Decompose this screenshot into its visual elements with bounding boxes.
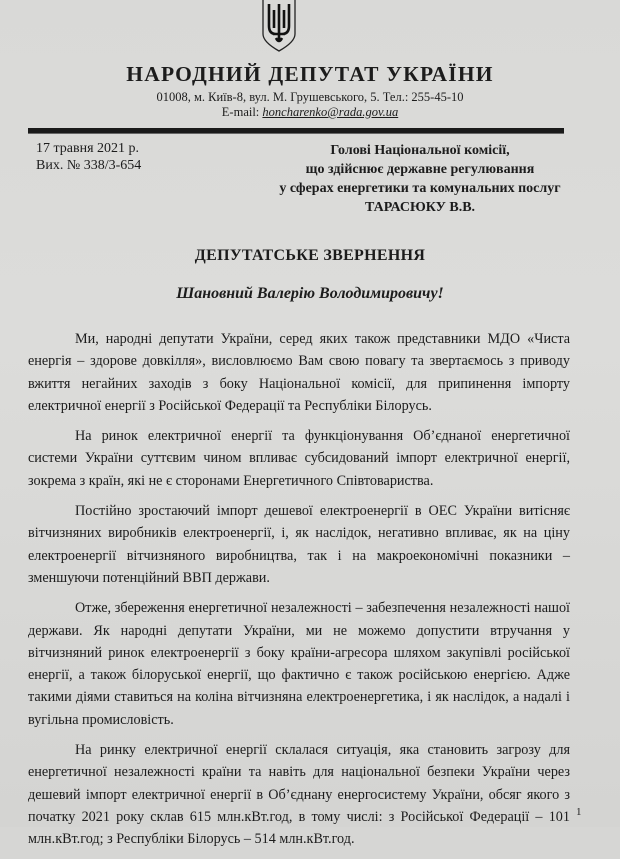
addressee-name: ТАРАСЮКУ В.В. <box>364 200 476 215</box>
addressee-line: що здійснює державне регулювання <box>305 162 535 177</box>
email-label: E-mail: <box>221 105 260 119</box>
trident-icon <box>261 0 297 52</box>
outgoing-number: Вих. № 338/3-654 <box>36 158 142 173</box>
salutation: Шановний Валерію Володимировичу! <box>176 285 444 302</box>
header-divider <box>28 128 564 134</box>
page-number: 1 <box>576 806 582 818</box>
paragraph: Постійно зростаючий імпорт дешевої електроенергії в ОЕС України витісняє вітчизняних виробників електроенергії, і, як наслідок, негативно впливає, як на ціну електроенергії вітчизняного виробництва, так і на макроекономічні показники – зменшуючи потенційний ВВП держави. <box>28 503 570 586</box>
header-address: 01008, м. Київ-8, вул. М. Грушевського, 5. Тел.: 255-45-10 <box>156 90 464 104</box>
paragraph: Ми, народні депутати України, серед яких також представники МДО «Чиста енергія – здорове довкілля», висловлюємо Вам свою повагу та звертаємось з приводу вжиття негайних заходів з боку Національної комісії, для припинення імпорту електричної енергії з Російської Федерації та Республіки Білорусь. <box>28 331 570 414</box>
addressee-line: у сферах енергетики та комунальних послуг <box>279 181 561 196</box>
addressee-line: Голові Національної комісії, <box>330 143 510 158</box>
email-link[interactable]: honcharenko@rada.gov.ua <box>262 105 399 119</box>
paragraph: На ринку електричної енергії склалася ситуація, яка становить загрозу для енергетичної незалежності країни та навіть для національної безпеки України через дешевий імпорт електричної енергії в Об’єднану енергосистему України, обсяг якого з початку 2021 року склав 615 млн.кВт.год, в тому числі: з Російської Федерації – 101 млн.кВт.год; з Республіки Білорусь – 514 млн.кВт.год. <box>28 742 570 848</box>
paragraph: На ринок електричної енергії та функціонування Об’єднаної енергетичної системи України суттєвим чином впливає субсидований імпорт електричної енергії, зокрема з країн, які не є сторонами Енергетичного Співтовариства. <box>28 428 570 489</box>
paragraph: Отже, збереження енергетичної незалежності – забезпечення незалежності нашої держави. Як народні депутати України, ми не можемо допустити втручання у вітчизняний ринок електроенергії з боку країни-агресора шляхом закупівлі російської енергії, а також білоруської енергії, що фактично є також російською енергією. Адже такими діями ставиться на коліна вітчизняна електроенергетика, і як наслідок, а надалі і вугільна промисловість. <box>28 600 570 728</box>
header-email-line <box>0 105 620 120</box>
document-body <box>28 328 570 859</box>
document-title: ДЕПУТАТСЬКЕ ЗВЕРНЕННЯ <box>194 247 426 264</box>
header-title: НАРОДНИЙ ДЕПУТАТ УКРАЇНИ <box>126 62 494 86</box>
document-meta <box>36 140 141 174</box>
document-date: 17 травня 2021 р. <box>36 141 140 156</box>
addressee-block <box>255 141 585 217</box>
